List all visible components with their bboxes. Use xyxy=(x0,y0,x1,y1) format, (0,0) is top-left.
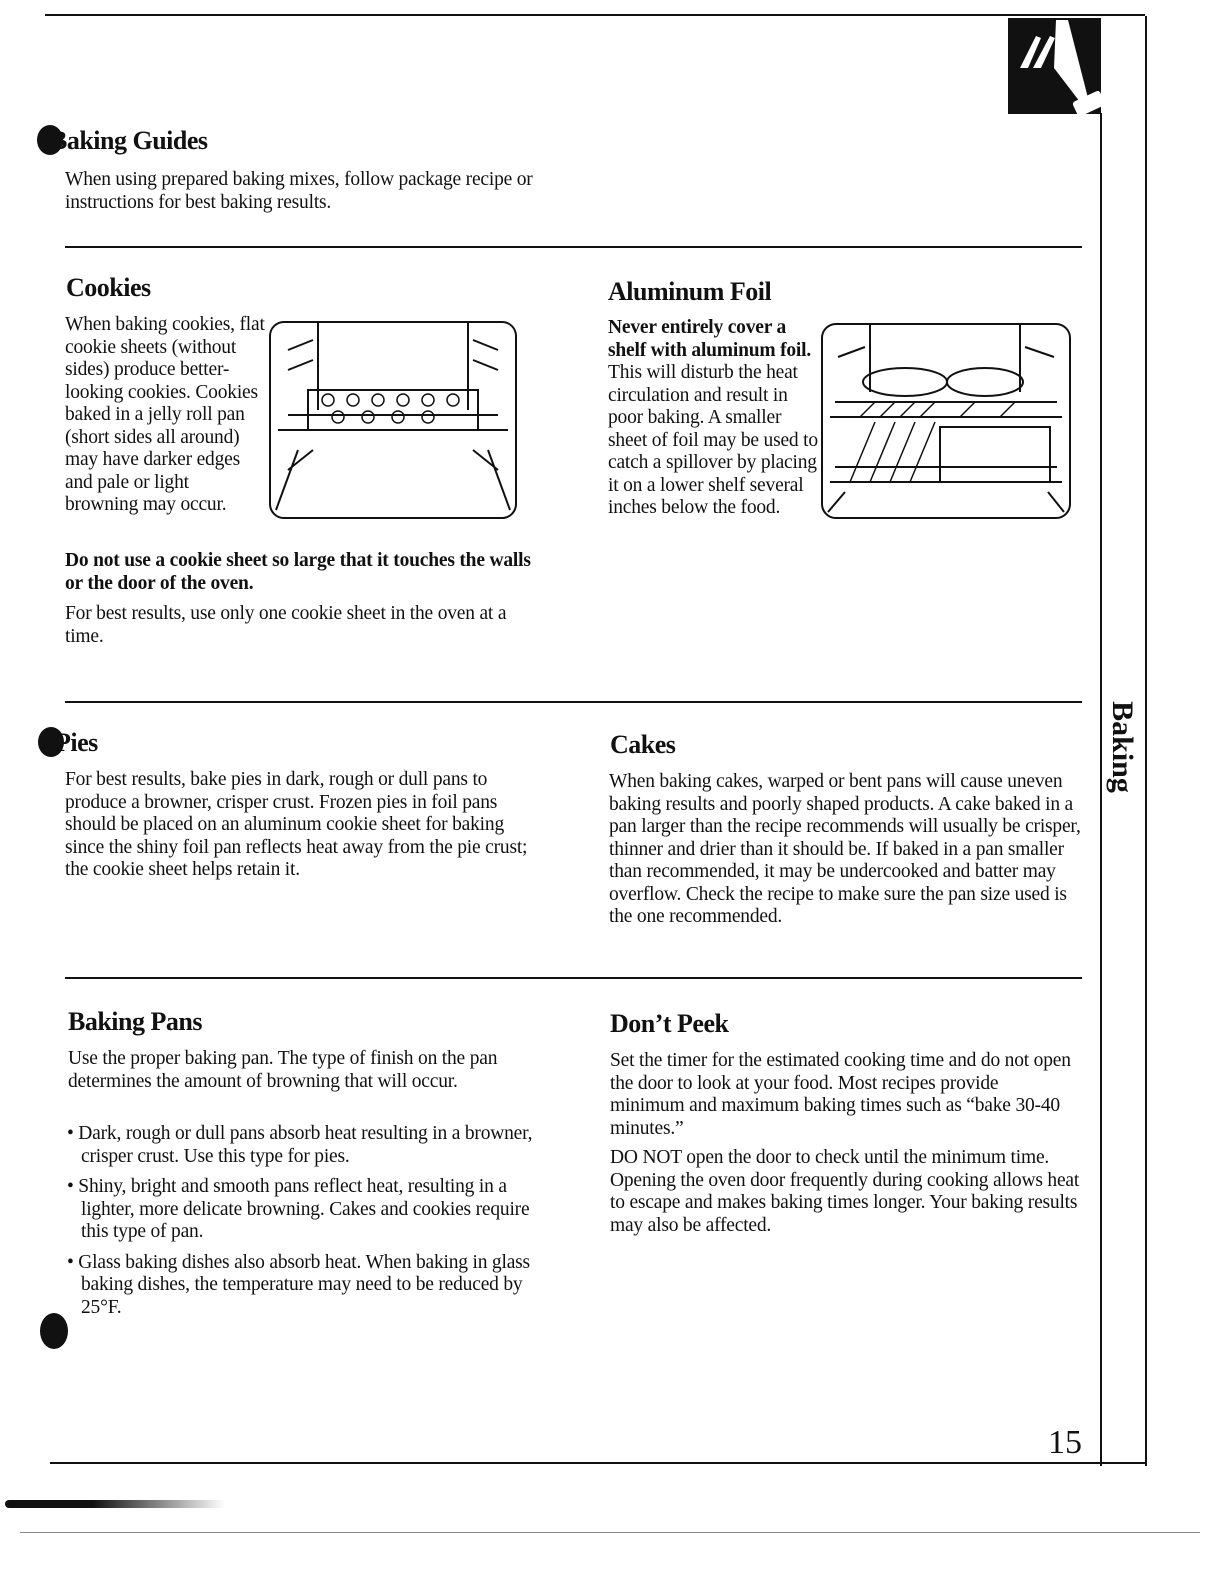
section-divider xyxy=(65,977,1082,979)
top-rule xyxy=(45,14,1145,16)
tab-divider xyxy=(1100,113,1102,1466)
section-divider xyxy=(65,246,1082,248)
dont-peek-text-1: Set the timer for the estimated cooking time and do not open the door to look at your food. Most recipes provide minimum and maximum baking times such as “bake 30-40 minutes.” xyxy=(610,1050,1071,1139)
dont-peek-text-2: DO NOT open the door to check until the minimum time. Opening the oven door frequently during cooking allows heat to escape and makes baking times longer. Your baking results may also be affected. xyxy=(610,1147,1080,1236)
section-tab-label: Baking xyxy=(1106,701,1139,793)
section-divider xyxy=(65,701,1082,703)
cakes-text: When baking cakes, warped or bent pans will cause uneven baking results and poorly shaped products. A cake baked in a pan larger than the recipe recommends will usually be crisper, thinner and drier than it should be. If baked in a pan smaller than recommended, it may be undercooked and batter may overflow. Check the recipe to make sure the pan size used is the one recommended. xyxy=(609,771,1081,927)
baking-pans-intro: Use the proper baking pan. The type of finish on the pan determines the amount of browning that will occur. xyxy=(68,1048,498,1092)
aluminum-foil-body: This will disturb the heat circulation and result in poor baking. A smaller sheet of foil may be used to catch a spillover by placing it on a lower shelf several inches below the food. xyxy=(608,362,818,518)
aluminum-foil-warning: Never entirely cover a shelf with aluminum foil. xyxy=(608,317,812,361)
right-border xyxy=(1145,16,1147,1466)
list-item: • Shiny, bright and smooth pans reflect heat, resulting in a lighter, more delicate browning. Cakes and cookies require this type of pan. xyxy=(67,1176,530,1242)
page-number: 15 xyxy=(1048,1424,1082,1461)
punch-hole-mark xyxy=(40,1313,68,1349)
section-title-aluminum-foil: Aluminum Foil xyxy=(608,277,772,306)
section-title-pies: Pies xyxy=(55,728,98,757)
section-title-baking-pans: Baking Pans xyxy=(68,1007,202,1036)
pies-text: For best results, bake pies in dark, rough or dull pans to produce a browner, crisper crust. Frozen pies in foil pans should be placed on an aluminum cookie sheet for baking since the shiny foil pan reflects heat away from the pie crust; the cookie sheet helps retain it. xyxy=(65,769,528,880)
section-title-cakes: Cakes xyxy=(610,730,676,759)
section-title-cookies: Cookies xyxy=(66,273,151,302)
oven-cookie-sheet-illustration xyxy=(268,320,518,525)
section-title-dont-peek: Don’t Peek xyxy=(610,1009,729,1038)
list-item: • Dark, rough or dull pans absorb heat resulting in a browner, crisper crust. Use this type for pies. xyxy=(67,1123,533,1167)
baking-pans-list xyxy=(67,1123,542,1327)
oven-foil-illustration xyxy=(820,322,1072,525)
bottom-smudge xyxy=(5,1500,225,1508)
aluminum-foil-text xyxy=(608,317,818,520)
cookies-tip: For best results, use only one cookie sheet in the oven at a time. xyxy=(65,603,507,647)
section-title-baking-guides: Baking Guides xyxy=(50,126,208,155)
cookies-warning: Do not use a cookie sheet so large that it touches the walls or the door of the oven. xyxy=(65,550,531,594)
cookies-text: When baking cookies, flat cookie sheets (without sides) produce better-looking cookies. Cookies baked in a jelly roll pan (short sides all around) may have darker edges and pale or light browning may occur. xyxy=(65,314,265,515)
hand-pointer-logo-icon xyxy=(1008,18,1101,114)
baking-guides-text: When using prepared baking mixes, follow package recipe or instructions for best baking results. xyxy=(65,169,533,213)
bottom-rule xyxy=(50,1462,1147,1464)
list-item: • Glass baking dishes also absorb heat. When baking in glass baking dishes, the temperature may need to be reduced by 25°F. xyxy=(67,1251,530,1318)
footer-rule xyxy=(20,1532,1200,1533)
